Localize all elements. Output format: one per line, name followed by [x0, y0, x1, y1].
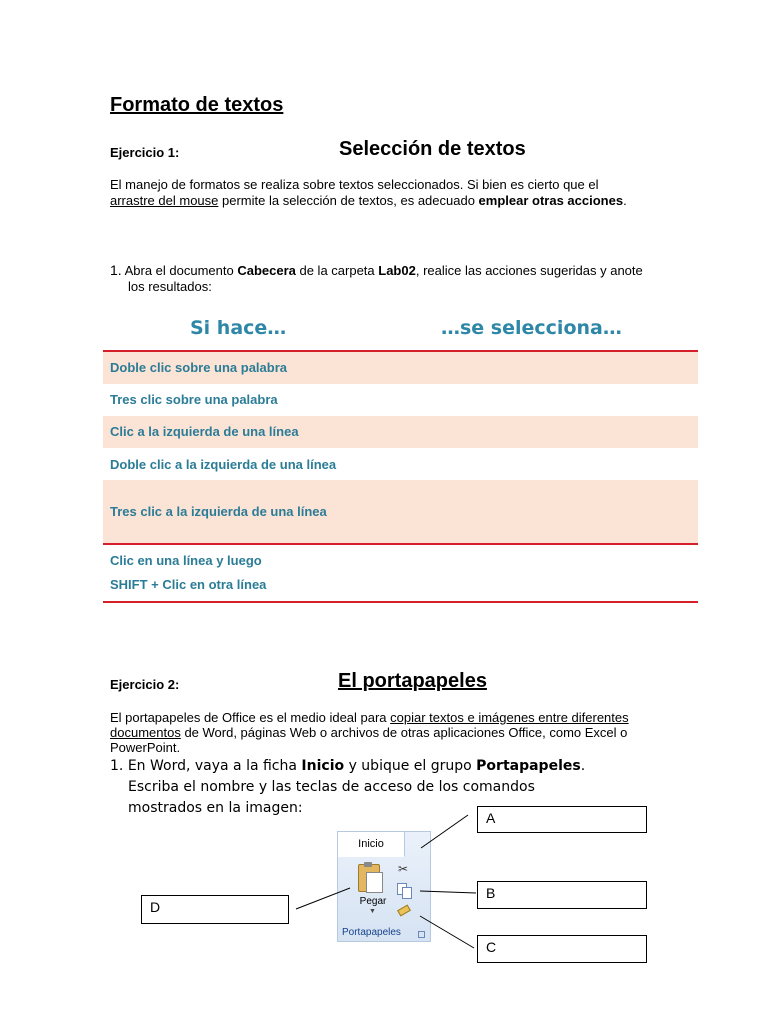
line-b [420, 891, 476, 893]
exercise-2-label: Ejercicio 2: [110, 677, 180, 692]
list-number: 1. [110, 758, 124, 774]
line-a [421, 815, 468, 848]
answer-box-d[interactable]: D [141, 895, 289, 924]
underlined-text: documentos [110, 725, 181, 740]
text: de Word, páginas Web o archivos de otras aplicaciones Office, como Excel o [180, 725, 628, 740]
bold-text: Portapapeles [476, 758, 581, 774]
text: En Word, vaya a la ficha [127, 758, 302, 774]
row-label: Clic en una línea y luego [110, 553, 262, 568]
text: Abra el documento [124, 263, 238, 278]
paste-label: Pegar [359, 896, 387, 907]
underlined-text: arrastre del mouse [110, 193, 219, 208]
row-label: Doble clic a la izquierda de una línea [110, 457, 337, 472]
answer-box-c[interactable]: C [477, 935, 647, 963]
bold-text: emplear otras acciones [478, 193, 624, 208]
paragraph-line: PowerPoint. [110, 740, 181, 755]
paragraph-line: El manejo de formatos se realiza sobre textos seleccionados. Si bien es cierto que el [110, 177, 599, 192]
table-header-right: …se selecciona… [441, 317, 622, 339]
bold-text: Cabecera [237, 263, 296, 278]
line-d [296, 888, 350, 909]
chevron-down-icon: ▼ [369, 908, 376, 915]
text: El portapapeles de Office es el medio ideal para [110, 710, 391, 725]
exercise-2-heading: El portapapeles [338, 670, 487, 692]
text: . [623, 193, 627, 208]
answer-box-b[interactable]: B [477, 881, 647, 909]
list-number: 1. [110, 262, 122, 278]
item-line: los resultados: [128, 279, 212, 294]
table-header-left: Si hace… [190, 317, 287, 339]
row-label: Clic a la izquierda de una línea [110, 424, 299, 439]
line-c [420, 916, 474, 948]
text: permite la selección de textos, es adecuado [218, 193, 479, 208]
item-line: Escriba el nombre y las teclas de acceso de los comandos [128, 779, 535, 795]
bold-text: Inicio [301, 758, 345, 774]
row-label: Doble clic sobre una palabra [110, 360, 287, 375]
cut-icon: ✂ [398, 862, 409, 876]
row-label: SHIFT + Clic en otra línea [110, 577, 267, 592]
text: y ubique el grupo [344, 758, 477, 774]
exercise-1-label: Ejercicio 1: [110, 145, 180, 160]
page-title: Formato de textos [110, 94, 284, 116]
group-label: Portapapeles [342, 927, 401, 938]
exercise-1-heading: Selección de textos [339, 138, 526, 160]
item-line: mostrados en la imagen: [128, 800, 303, 816]
text: , realice las acciones sugeridas y anote [415, 263, 643, 278]
row-label: Tres clic sobre una palabra [110, 392, 278, 407]
ribbon-tab-inicio: Inicio [338, 832, 405, 857]
text: . [580, 758, 586, 774]
bold-text: Lab02 [378, 263, 416, 278]
underlined-text: copiar textos e imágenes entre diferentes [390, 710, 629, 725]
row-label: Tres clic a la izquierda de una línea [110, 504, 327, 519]
text: de la carpeta [295, 263, 379, 278]
answer-box-a[interactable]: A [477, 806, 647, 833]
